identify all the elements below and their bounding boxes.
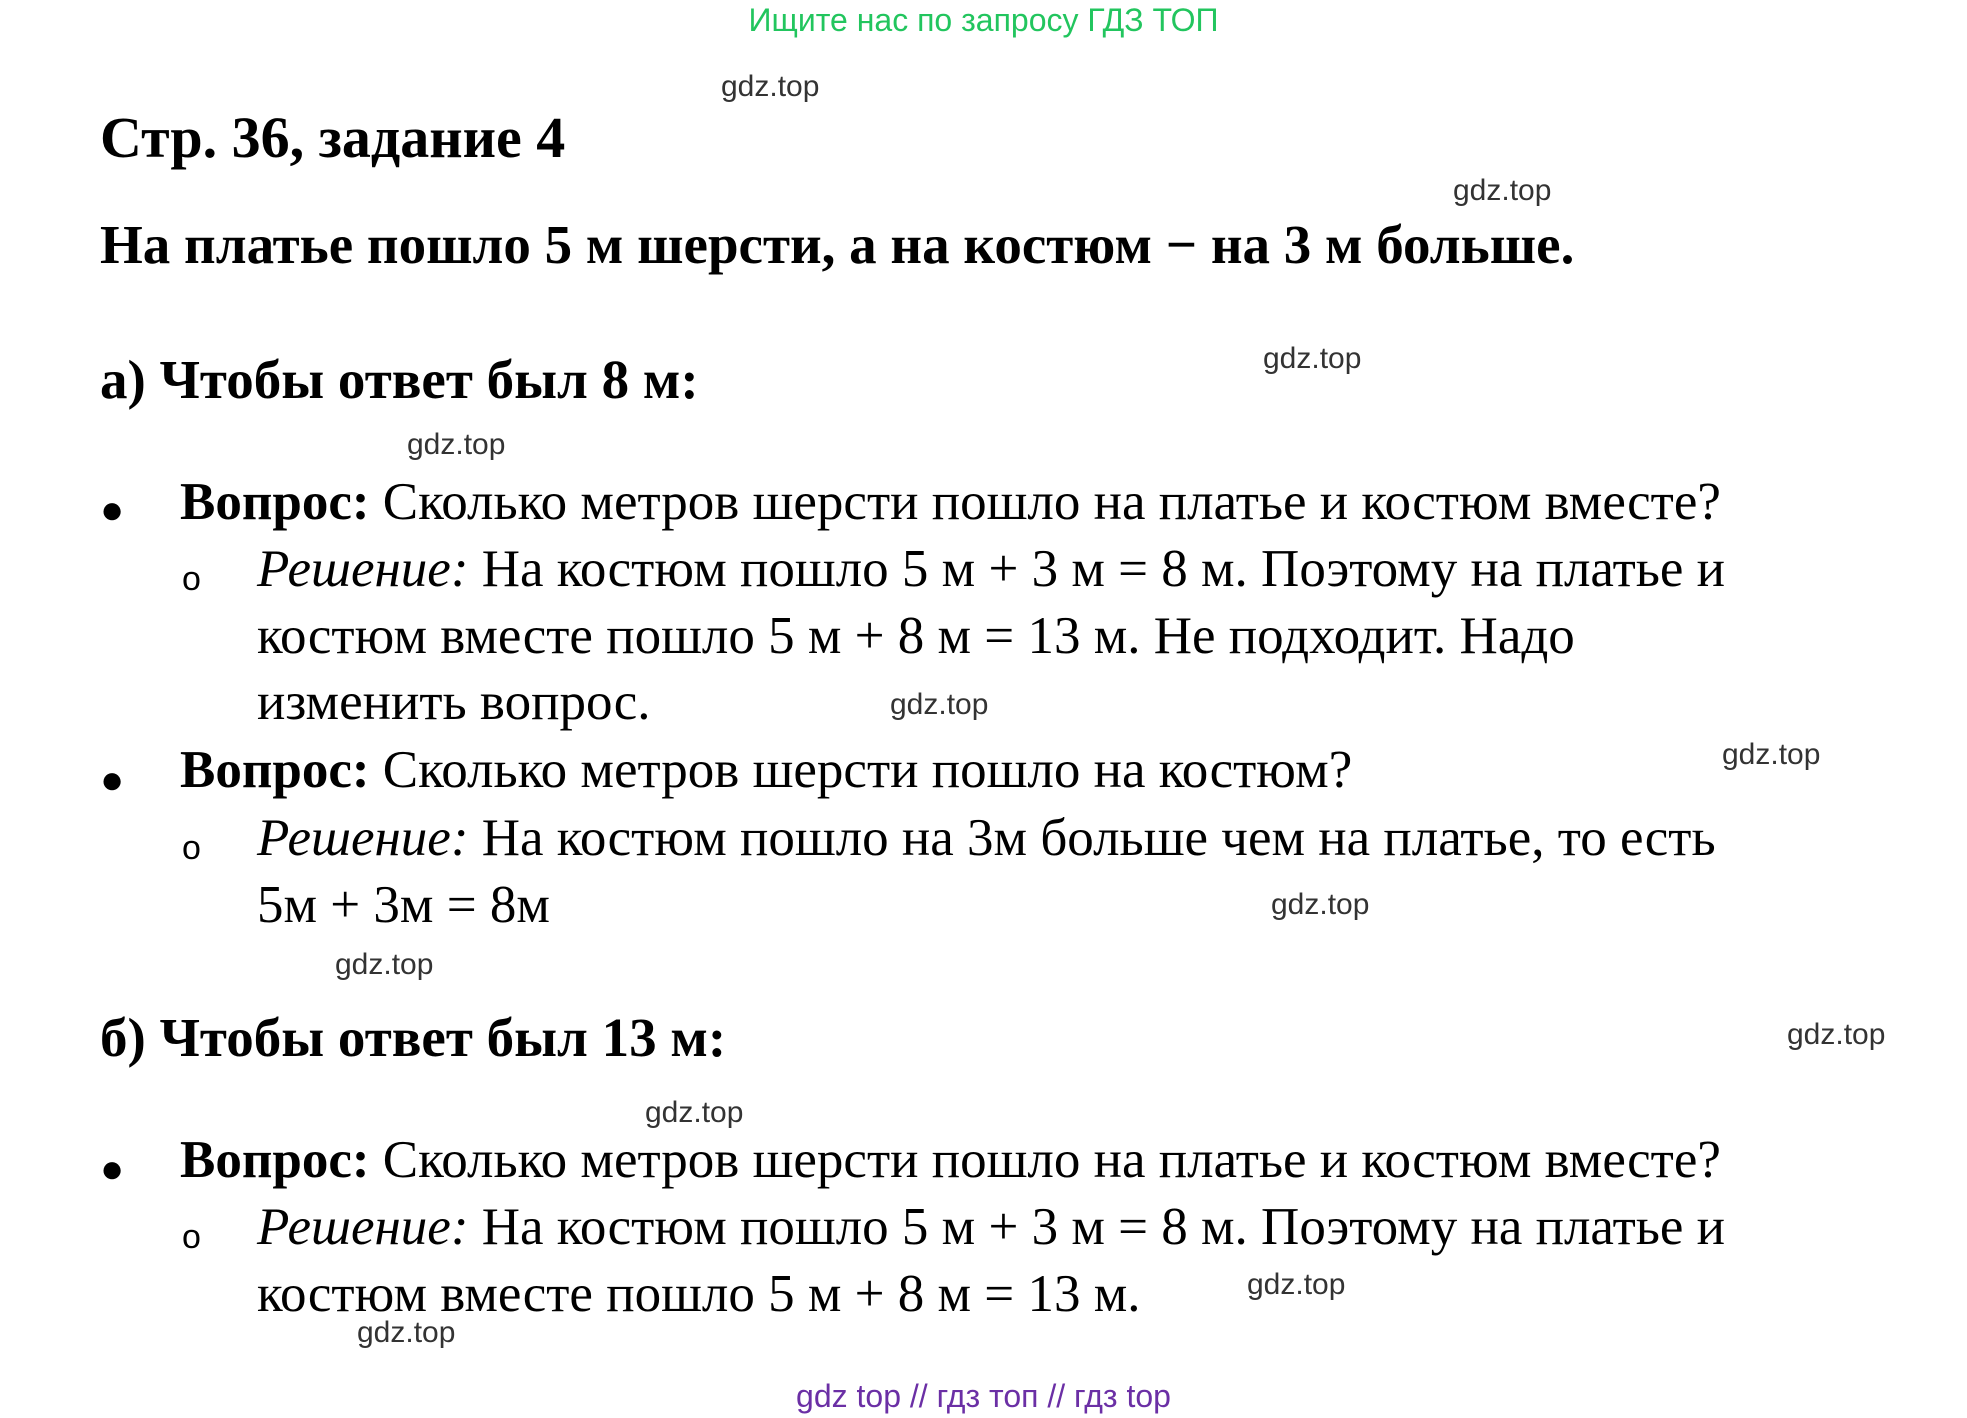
solution-b1-line-1 (257, 1197, 1725, 1257)
question-a2 (180, 740, 1352, 800)
watermark: gdz.top (1722, 738, 1821, 771)
page-heading: Стр. 36, задание 4 (100, 105, 566, 170)
question-label: Вопрос: (180, 1131, 370, 1189)
section-a-title: а) Чтобы ответ был 8 м: (100, 349, 699, 410)
solution-a2-line-2: 5м + 3м = 8м (257, 876, 550, 934)
bullet-icon: ● (100, 1146, 125, 1191)
solution-a1-line-3: изменить вопрос. (257, 673, 651, 731)
question-text: Сколько метров шерсти пошло на платье и костюм вместе? (369, 473, 1721, 531)
solution-b1-line-2: костюм вместе пошло 5 м + 8 м = 13 м. (257, 1265, 1141, 1323)
site-footer: gdz top // гдз топ // гдз top (796, 1378, 1171, 1414)
section-b-title: б) Чтобы ответ был 13 м: (100, 1007, 727, 1068)
watermark: gdz.top (890, 688, 989, 721)
solution-a1-line-2: костюм вместе пошло 5 м + 8 м = 13 м. Не подходит. Надо (257, 607, 1575, 665)
solution-label: Решение: (257, 540, 469, 598)
question-label: Вопрос: (180, 741, 370, 799)
circle-bullet-icon: o (182, 560, 201, 598)
watermark: gdz.top (357, 1316, 456, 1349)
bullet-icon: ● (100, 757, 125, 802)
bullet-icon: ● (100, 487, 125, 532)
watermark: gdz.top (407, 428, 506, 461)
task-statement: На платье пошло 5 м шерсти, а на костюм − на 3 м больше. (100, 214, 1575, 275)
watermark: gdz.top (721, 70, 820, 103)
question-b1 (180, 1130, 1721, 1190)
question-text: Сколько метров шерсти пошло на костюм? (369, 741, 1353, 799)
question-label: Вопрос: (180, 473, 370, 531)
site-banner: Ищите нас по запросу ГДЗ ТОП (748, 2, 1219, 38)
solution-text: На костюм пошло 5 м + 3 м = 8 м. Поэтому на платье и (468, 1198, 1726, 1256)
circle-bullet-icon: o (182, 1218, 201, 1256)
question-text: Сколько метров шерсти пошло на платье и костюм вместе? (369, 1131, 1721, 1189)
solution-text: На костюм пошло на 3м больше чем на платье, то есть (468, 809, 1716, 867)
watermark: gdz.top (1787, 1018, 1886, 1051)
watermark: gdz.top (1453, 174, 1552, 207)
watermark: gdz.top (1247, 1268, 1346, 1301)
question-a1 (180, 472, 1721, 532)
watermark: gdz.top (1271, 888, 1370, 921)
watermark: gdz.top (645, 1096, 744, 1129)
solution-a1-line-1 (257, 539, 1725, 599)
watermark: gdz.top (335, 948, 434, 981)
solution-label: Решение: (257, 809, 469, 867)
watermark: gdz.top (1263, 342, 1362, 375)
circle-bullet-icon: o (182, 829, 201, 867)
solution-a2-line-1 (257, 808, 1716, 868)
solution-text: На костюм пошло 5 м + 3 м = 8 м. Поэтому на платье и (468, 540, 1726, 598)
solution-label: Решение: (257, 1198, 469, 1256)
